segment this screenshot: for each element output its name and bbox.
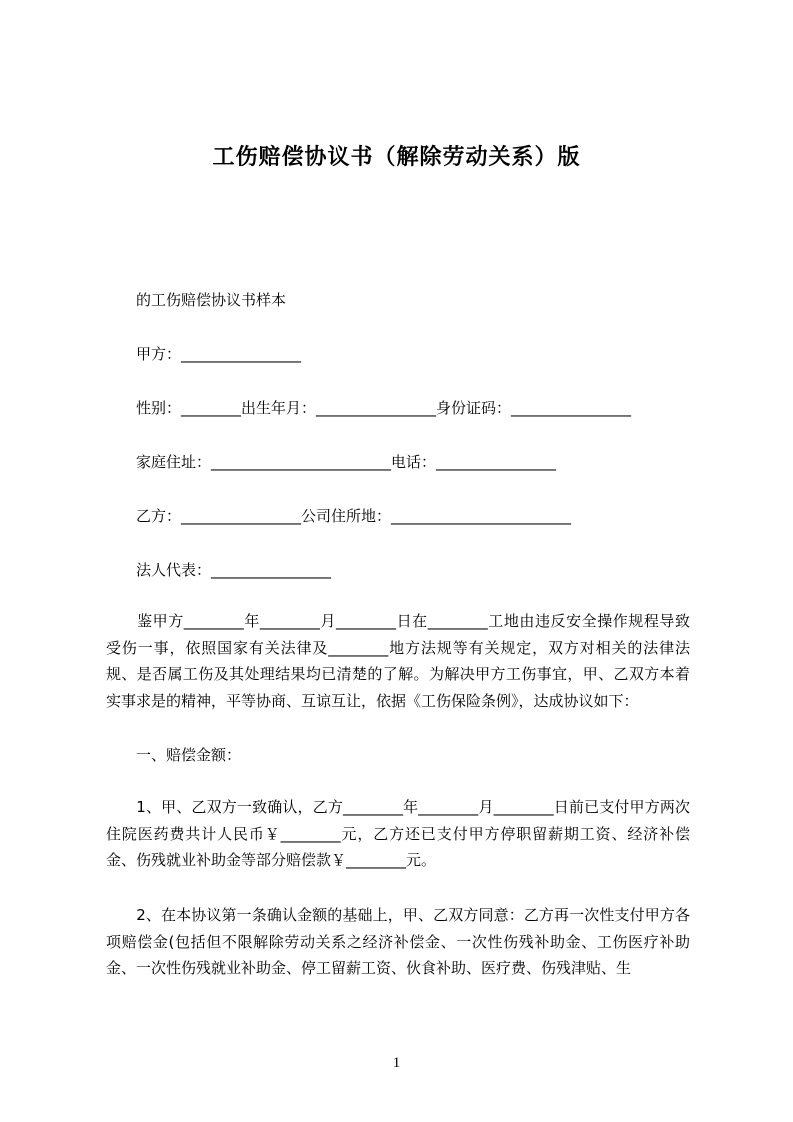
clause-2-paragraph: 2、在本协议第一条确认金额的基础上，甲、乙双方同意：乙方再一次性支付甲方各项赔偿金(包括但不限解除劳动关系之经济补偿金、一次性伤残补助金、工伤医疗补助金、一次性伤残就业补助金、停工留薪工资、伙食补助、医疗费、伤残津贴、生 [106, 906, 690, 978]
page-number: 1 [392, 1055, 401, 1071]
document-title: 工伤赔偿协议书（解除劳动关系）版 [212, 145, 581, 170]
gender-birth-id-field: 性别：________出生年月：________________身份证码：________________ [136, 399, 632, 417]
address-phone-field: 家庭住址：________________________电话：________________ [136, 453, 557, 471]
party-a-field: 甲方：________________ [136, 345, 302, 363]
party-b-field: 乙方：________________公司住所地：________________________ [136, 507, 572, 525]
document-subtitle: 的工伤赔偿协议书样本 [136, 291, 287, 309]
preamble-paragraph: 鉴甲方________年________月________日在________工地由违反安全操作规程导致受伤一事，依照国家有关法律及________地方法规等有关规定，双方对相关的法律法规、是否属工伤及其处理结果均已清楚的了解。为解决甲方工伤事宜，甲、乙双方本着实事求是的精神，平等协商、互谅互让，依据《工伤保险条例》，达成协议如下： [106, 612, 690, 711]
legal-representative-field: 法人代表：________________ [136, 561, 332, 579]
clause-1-paragraph: 1、甲、乙双方一致确认，乙方________年________月________日前已支付甲方两次住院医药费共计人民币￥________元，乙方还已支付甲方停职留薪期工资、经济补偿金、伤残就业补助金等部分赔偿款￥________元。 [106, 798, 690, 870]
section-1-heading: 一、赔偿金额： [136, 746, 242, 764]
